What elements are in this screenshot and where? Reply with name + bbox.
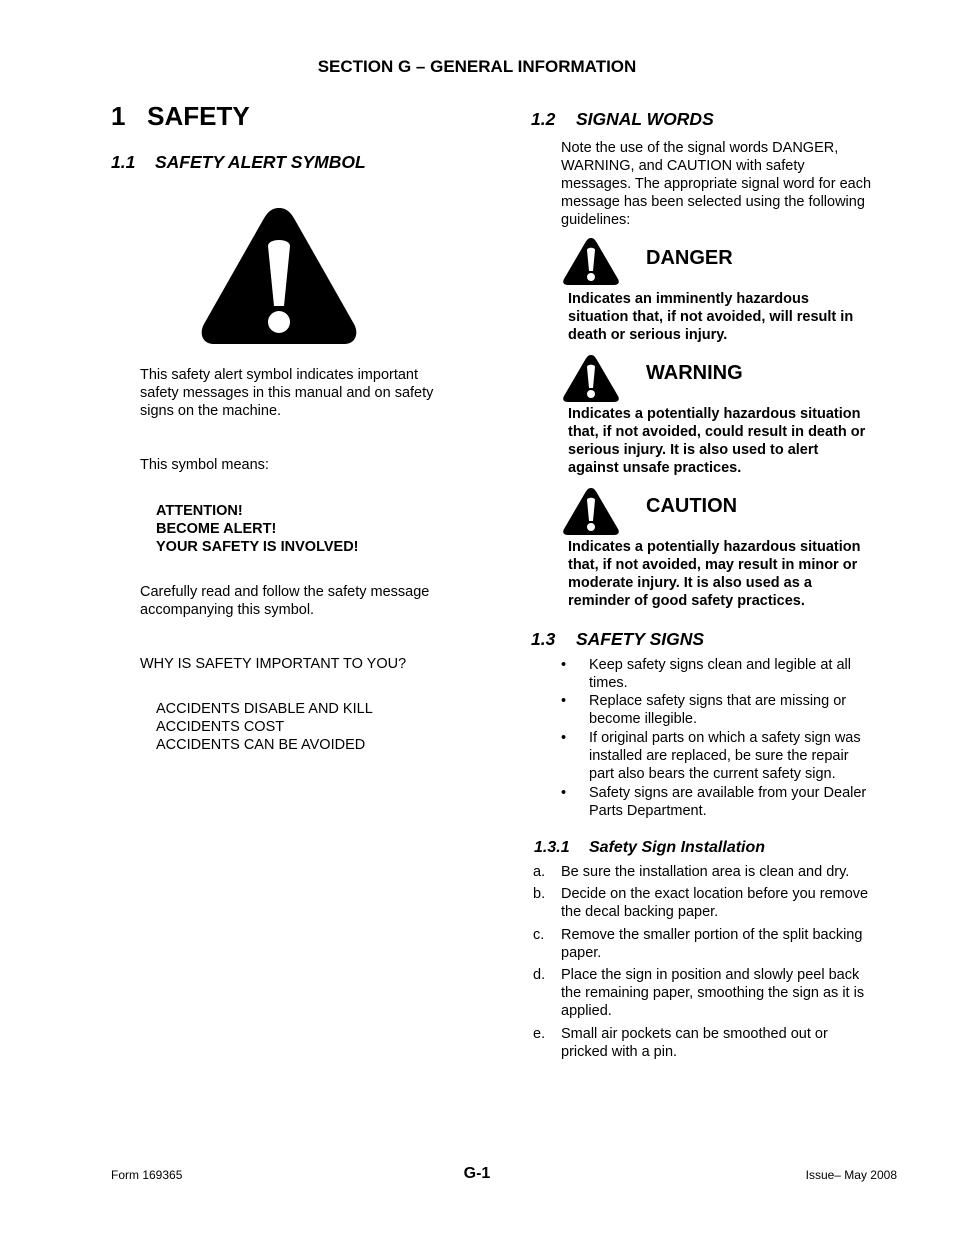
safety-signs-heading-number: 1.3: [531, 629, 556, 649]
caution-alert-icon: [562, 486, 620, 536]
warning-description: Indicates a potentially hazardous situation that, if not avoided, could result in death or serious injury. It is also used to alert against unsafe practices.: [568, 406, 866, 476]
signal-words-intro: Note the use of the signal words DANGER, WARNING, and CAUTION with safety messages. The appropriate signal word for each message has been selected using the following guidelines:: [561, 140, 872, 228]
alert-symbol-description: This safety alert symbol indicates important safety messages in this manual and on safety signs on the machine.: [140, 367, 434, 419]
list-item: b. Decide on the exact location before you remove the decal backing paper.: [533, 886, 869, 920]
list-item: e. Small air pockets can be smoothed out or pricked with a pin.: [533, 1026, 828, 1060]
page-number: G-1: [463, 1165, 491, 1182]
list-item: • If original parts on which a safety sign was installed are replaced, be sure the repair part also bears the current safety sign.: [561, 730, 861, 782]
attention-message: ATTENTION! BECOME ALERT! YOUR SAFETY IS INVOLVED!: [156, 503, 359, 555]
section-title: SECTION G – GENERAL INFORMATION: [317, 57, 637, 76]
bullet-icon: •: [561, 693, 567, 709]
list-item: c. Remove the smaller portion of the split backing paper.: [533, 927, 863, 961]
form-number: Form 169365: [111, 1168, 183, 1182]
alert-symbol-heading-number: 1.1: [111, 152, 136, 172]
list-item: • Safety signs are available from your Dealer Parts Department.: [561, 785, 867, 819]
danger-signal-word: DANGER: [646, 247, 733, 269]
warning-signal-word: WARNING: [646, 362, 743, 384]
alert-symbol-heading: SAFETY ALERT SYMBOL: [155, 152, 366, 172]
list-item: • Replace safety signs that are missing or become illegible.: [561, 693, 847, 727]
symbol-means-text: This symbol means:: [140, 457, 269, 473]
signal-words-heading-number: 1.2: [531, 109, 556, 129]
bullet-icon: •: [561, 730, 567, 746]
installation-heading-number: 1.3.1: [534, 839, 570, 856]
list-item: a. Be sure the installation area is clean and dry.: [533, 864, 850, 880]
page-heading: 1 SAFETY: [111, 101, 250, 131]
why-safety-question: WHY IS SAFETY IMPORTANT TO YOU?: [140, 656, 407, 672]
danger-warning-icon: [562, 236, 620, 286]
safety-alert-icon: [198, 202, 360, 348]
careful-read-text: Carefully read and follow the safety message accompanying this symbol.: [140, 584, 430, 618]
list-item: • Keep safety signs clean and legible at all times.: [561, 657, 851, 691]
list-item: d. Place the sign in position and slowly peel back the remaining paper, smoothing the sign as it is applied.: [533, 967, 865, 1019]
safety-signs-heading: SAFETY SIGNS: [576, 629, 705, 649]
caution-signal-word: CAUTION: [646, 495, 738, 517]
installation-heading: Safety Sign Installation: [589, 839, 766, 856]
issue-date: Issue– May 2008: [805, 1168, 897, 1182]
accidents-list: ACCIDENTS DISABLE AND KILL ACCIDENTS COST ACCIDENTS CAN BE AVOIDED: [156, 701, 373, 753]
warning-alert-icon: [562, 353, 620, 403]
bullet-icon: •: [561, 785, 567, 801]
caution-description: Indicates a potentially hazardous situation that, if not avoided, may result in minor or moderate injury. It is also used as a reminder of good safety practices.: [568, 539, 861, 609]
signal-words-heading: SIGNAL WORDS: [576, 109, 714, 129]
danger-description: Indicates an imminently hazardous situation that, if not avoided, will result in death or serious injury.: [568, 291, 854, 343]
bullet-icon: •: [561, 657, 567, 673]
